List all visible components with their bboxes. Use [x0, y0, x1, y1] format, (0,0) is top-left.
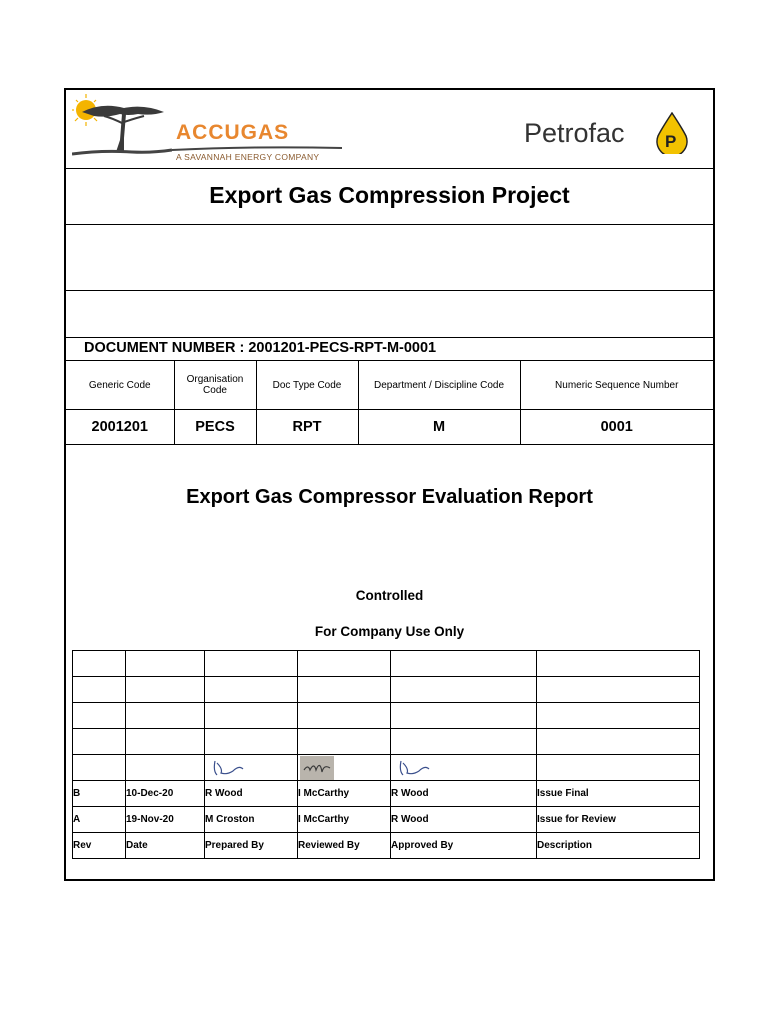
table-cell	[537, 677, 700, 703]
rev-cell: A	[73, 807, 126, 833]
rev-header: Rev	[73, 833, 126, 859]
table-cell	[298, 729, 391, 755]
table-cell	[73, 651, 126, 677]
table-cell	[126, 755, 205, 781]
table-cell	[298, 677, 391, 703]
signature-icon	[300, 756, 336, 780]
table-cell	[73, 677, 126, 703]
document-code-table	[66, 360, 713, 445]
reviewed-by-header: Reviewed By	[298, 833, 391, 859]
table-cell	[73, 755, 126, 781]
table-cell	[537, 729, 700, 755]
table-row	[73, 651, 700, 677]
description-cell: Issue for Review	[537, 807, 700, 833]
usage-note: For Company Use Only	[314, 624, 465, 639]
accugas-logo	[72, 94, 342, 168]
table-cell	[298, 703, 391, 729]
table-cell	[205, 651, 298, 677]
signature-icon	[395, 757, 435, 779]
reviewed-by-signature	[298, 755, 391, 781]
divider	[66, 290, 713, 291]
description-cell: Issue Final	[537, 781, 700, 807]
discipline-code-value: M	[358, 410, 520, 445]
prepared-by-signature	[205, 755, 298, 781]
divider	[66, 168, 713, 169]
col-header-organisation-code: Organisation Code	[174, 361, 256, 410]
table-cell	[73, 729, 126, 755]
prepared-by-cell: R Wood	[205, 781, 298, 807]
date-cell: 19-Nov-20	[126, 807, 205, 833]
approved-by-cell: R Wood	[391, 781, 537, 807]
table-cell	[391, 703, 537, 729]
accugas-tagline: A SAVANNAH ENERGY COMPANY	[176, 152, 320, 162]
approved-by-header: Approved By	[391, 833, 537, 859]
table-cell	[126, 729, 205, 755]
table-row	[73, 807, 700, 833]
svg-text:P: P	[665, 132, 677, 151]
table-cell	[537, 703, 700, 729]
signature-row	[73, 755, 700, 781]
table-cell	[205, 703, 298, 729]
table-cell	[126, 677, 205, 703]
col-header-discipline-code: Department / Discipline Code	[358, 361, 520, 410]
petrofac-logo	[524, 116, 704, 156]
report-title: Export Gas Compressor Evaluation Report	[186, 486, 593, 508]
divider	[66, 337, 713, 338]
project-title: Export Gas Compression Project	[209, 182, 570, 208]
sequence-number-value: 0001	[520, 410, 713, 445]
table-cell	[126, 703, 205, 729]
sun-and-acacia-tree-icon	[72, 94, 172, 164]
revision-table	[72, 650, 700, 859]
accugas-name: ACCUGAS	[176, 121, 290, 144]
petrofac-drop-p-icon	[654, 112, 690, 154]
signature-icon	[209, 757, 249, 779]
table-cell	[391, 729, 537, 755]
table-cell	[298, 651, 391, 677]
col-header-doc-type-code: Doc Type Code	[256, 361, 358, 410]
table-cell	[537, 755, 700, 781]
table-cell	[391, 651, 537, 677]
table-row	[73, 677, 700, 703]
date-header: Date	[126, 833, 205, 859]
table-row	[73, 729, 700, 755]
divider	[66, 224, 713, 225]
table-cell	[537, 651, 700, 677]
rev-cell: B	[73, 781, 126, 807]
description-header: Description	[537, 833, 700, 859]
approved-by-signature	[391, 755, 537, 781]
table-cell	[126, 651, 205, 677]
generic-code-value: 2001201	[66, 410, 174, 445]
document-number: DOCUMENT NUMBER : 2001201-PECS-RPT-M-0001	[84, 340, 437, 356]
cover-sheet	[64, 88, 715, 881]
col-header-sequence-number: Numeric Sequence Number	[520, 361, 713, 410]
date-cell: 10-Dec-20	[126, 781, 205, 807]
col-header-generic-code: Generic Code	[66, 361, 174, 410]
reviewed-by-cell: I McCarthy	[298, 807, 391, 833]
doc-type-code-value: RPT	[256, 410, 358, 445]
table-cell	[73, 703, 126, 729]
classification-label: Controlled	[355, 588, 424, 603]
organisation-code-value: PECS	[174, 410, 256, 445]
table-row	[73, 781, 700, 807]
prepared-by-header: Prepared By	[205, 833, 298, 859]
petrofac-name: Petrofac	[524, 118, 625, 148]
table-cell	[391, 677, 537, 703]
reviewed-by-cell: I McCarthy	[298, 781, 391, 807]
table-row	[73, 703, 700, 729]
table-cell	[205, 677, 298, 703]
prepared-by-cell: M Croston	[205, 807, 298, 833]
approved-by-cell: R Wood	[391, 807, 537, 833]
table-cell	[205, 729, 298, 755]
table-header-row	[73, 833, 700, 859]
